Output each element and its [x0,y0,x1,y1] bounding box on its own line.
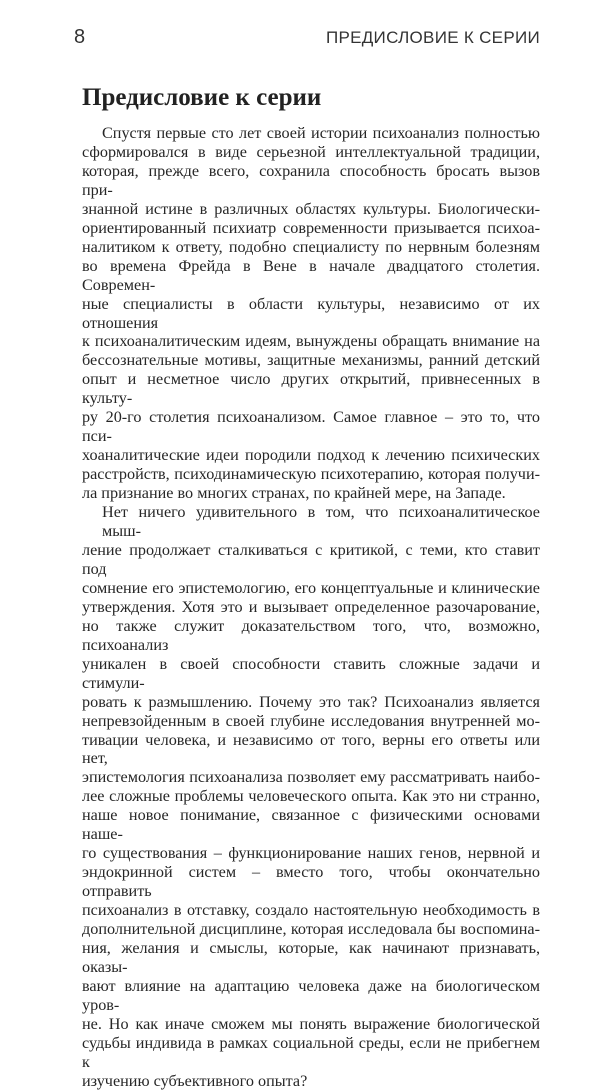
text-line: ление продолжает сталкиваться с критикой, с теми, кто ставит под [82,540,540,578]
text-line: психоанализ в отставку, создало настоятельную необходимость в [82,901,540,920]
text-line: ные специалисты в области культуры, независимо от их отношения [82,294,540,332]
text-line: ния, желания и смыслы, которые, как начинают признавать, оказы- [82,938,540,976]
text-line: уникален в своей способности ставить сложные задачи и стимули- [82,654,540,692]
paragraph [82,124,540,503]
text-line: эпистемология психоанализа позволяет ему рассматривать наибо- [82,768,540,787]
text-line: во времена Фрейда в Вене в начале двадцатого столетия. Современ- [82,256,540,294]
text-line: которая, прежде всего, сохранила способность бросать вызов при- [82,161,540,199]
text-line: Нет ничего удивительного в том, что психоаналитическое мыш- [102,503,540,541]
text-line: расстройств, психодинамическую психотерапию, которая получи- [82,465,540,484]
text-line: к психоаналитическим идеям, вынуждены обращать внимание на [82,332,540,351]
running-title: ПРЕДИСЛОВИЕ К СЕРИИ [325,28,540,47]
text-line: дополнительной дисциплине, которая исследовала бы воспомина- [82,920,540,939]
text-line: наше новое понимание, связанное с физическими основами наше- [82,806,540,844]
text-line: опыт и несметное число других открытий, привнесенных в культу- [82,370,540,408]
page-number: 8 [74,26,86,48]
text-line: эндокринной систем – вместо того, чтобы окончательно отправить [82,863,540,901]
text-line: ровать к размышлению. Почему это так? Психоанализ является [82,692,540,711]
text-line: тивации человека, и независимо от того, верны его ответы или нет, [82,730,540,768]
text-line: лее сложные проблемы человеческого опыта. Как это ни странно, [82,787,540,806]
text-line: налитиком к ответу, подобно специалисту по нервным болезням [82,237,540,256]
text-line: Спустя первые сто лет своей истории психоанализ полностью [102,124,540,142]
section-title: Предисловие к серии [82,84,322,111]
text-line: го существования – функционирование наших генов, нервной и [82,844,540,863]
text-line: ла признание во многих странах, по крайней мере, на Западе. [82,484,506,503]
text-line: хоаналитические идеи породили подход к лечению психических [82,446,540,465]
text-line: судьбы индивида в рамках социальной среды, если не прибегнем к [82,1033,540,1071]
text-line: ру 20-го столетия психоанализом. Самое главное – это то, что пси- [82,408,540,446]
text-line: сомнение его эпистемологию, его концептуальные и клинические [82,578,540,597]
text-line: ориентированный психиатр современности призывается психоа- [82,218,540,237]
text-line: бессознательные мотивы, защитные механизмы, ранний детский [82,351,540,370]
text-line: знанной истине в различных областях культуры. Биологически- [82,199,540,218]
text-line: изучению субъективного опыта? [82,1071,308,1090]
text-line: не. Но как иначе сможем мы понять выражение биологической [82,1014,540,1033]
paragraph [82,503,540,1091]
text-line: вают влияние на адаптацию человека даже на биологическом уров- [82,976,540,1014]
text-line: утверждения. Хотя это и вызывает определенное разочарование, [82,597,540,616]
text-line: но также служит доказательством того, что, возможно, психоанализ [82,616,540,654]
text-line: сформировался в виде серьезной интеллектуальной традиции, [82,142,540,161]
text-line: непревзойденным в своей глубине исследования внутренней мо- [82,711,540,730]
body-text [82,124,540,1091]
